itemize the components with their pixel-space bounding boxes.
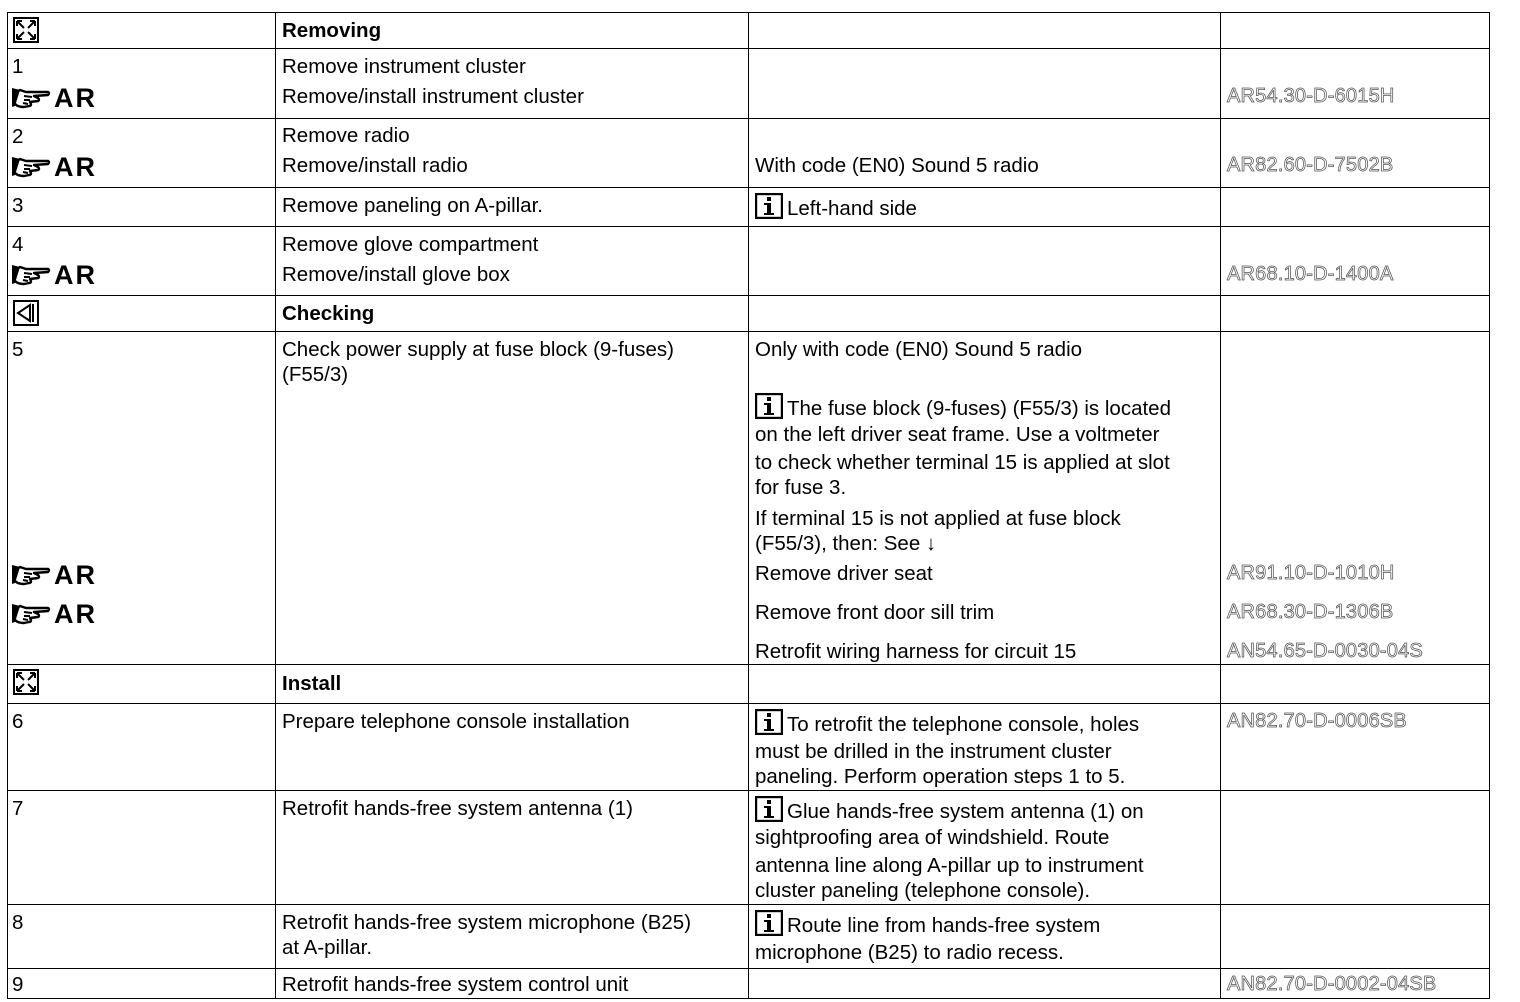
pointing-hand-icon xyxy=(12,602,52,628)
step-text: Check power supply at fuse block (9-fuses) xyxy=(282,338,674,361)
document-reference[interactable]: AR68.30-D-1306B xyxy=(1227,601,1394,623)
table-row xyxy=(8,188,1490,227)
pointing-hand-icon xyxy=(12,86,52,112)
document-reference[interactable]: AN82.70-D-0002-04SB xyxy=(1227,973,1437,995)
step-note xyxy=(755,796,1216,824)
document-reference[interactable]: AR54.30-D-6015H xyxy=(1227,85,1395,107)
step-subtext: Remove/install glove box xyxy=(282,263,510,286)
ar-reference-marker xyxy=(12,262,97,289)
note-text: for fuse 3. xyxy=(755,476,847,499)
step-note xyxy=(755,193,1216,221)
step-number: 2 xyxy=(12,125,24,148)
step-number: 9 xyxy=(12,973,24,996)
step-condition: Only with code (EN0) Sound 5 radio xyxy=(755,338,1083,361)
section-icon-cell xyxy=(8,13,276,49)
document-reference[interactable]: AR82.60-D-7502B xyxy=(1227,154,1394,176)
step-text-cont: at A-pillar. xyxy=(282,936,373,959)
ar-reference-marker xyxy=(12,154,97,181)
pointing-hand-icon xyxy=(12,263,52,289)
substep-text: Retrofit wiring harness for circuit 15 xyxy=(755,640,1077,663)
step-text: Retrofit hands-free system antenna (1) xyxy=(282,797,633,820)
info-icon xyxy=(755,393,783,419)
step-text: Remove instrument cluster xyxy=(282,55,526,78)
note-text: To retrofit the telephone console, holes xyxy=(787,713,1140,736)
note-text: microphone (B25) to radio recess. xyxy=(755,941,1064,964)
expand-icon xyxy=(13,669,39,695)
table-row xyxy=(8,704,1490,791)
ar-label: AR xyxy=(54,260,97,290)
step-text: Retrofit hands-free system microphone (B25) xyxy=(282,911,692,934)
step-note xyxy=(755,910,1216,938)
ar-reference-marker xyxy=(12,562,97,589)
step-number: 8 xyxy=(12,911,24,934)
check-icon xyxy=(13,300,39,326)
table-row xyxy=(8,332,1490,665)
info-icon xyxy=(755,796,783,822)
ar-label: AR xyxy=(54,560,97,590)
step-number: 4 xyxy=(12,233,24,256)
document-reference[interactable]: AR68.10-D-1400A xyxy=(1227,263,1394,285)
substep-text: Remove front door sill trim xyxy=(755,601,995,624)
note-text: to check whether terminal 15 is applied at slot xyxy=(755,451,1170,474)
section-row-install xyxy=(8,665,1490,704)
step-text: Retrofit hands-free system control unit xyxy=(282,973,629,996)
info-icon xyxy=(755,910,783,936)
step-number: 6 xyxy=(12,710,24,733)
note-text: Route line from hands-free system xyxy=(787,914,1101,937)
ar-label: AR xyxy=(54,152,97,182)
step-text: Prepare telephone console installation xyxy=(282,710,630,733)
document-reference[interactable]: AR91.10-D-1010H xyxy=(1227,562,1395,584)
step-number: 1 xyxy=(12,55,24,78)
table-row xyxy=(8,119,1490,188)
table-row xyxy=(8,905,1490,969)
procedure-sheet xyxy=(7,12,1489,999)
ar-reference-marker xyxy=(12,85,97,112)
condition-text: (F55/3), then: See ↓ xyxy=(755,532,937,555)
note-text: on the left driver seat frame. Use a voltmeter xyxy=(755,423,1160,446)
ar-label: AR xyxy=(54,83,97,113)
step-text: Remove glove compartment xyxy=(282,233,539,256)
note-text: sightproofing area of windshield. Route xyxy=(755,826,1110,849)
step-note xyxy=(755,393,1216,421)
info-icon xyxy=(755,709,783,735)
note-text: Left-hand side xyxy=(787,197,917,220)
note-text: The fuse block (9-fuses) (F55/3) is located xyxy=(787,397,1171,420)
pointing-hand-icon xyxy=(12,563,52,589)
step-text-cont: (F55/3) xyxy=(282,363,349,386)
step-note xyxy=(755,709,1216,737)
section-row-checking xyxy=(8,296,1490,332)
section-title-removing: Removing xyxy=(282,19,382,42)
section-row-removing xyxy=(8,13,1490,49)
step-number: 3 xyxy=(12,194,24,217)
table-row xyxy=(8,791,1490,905)
step-subtext: Remove/install instrument cluster xyxy=(282,85,584,108)
note-text: Glue hands-free system antenna (1) on xyxy=(787,800,1144,823)
info-icon xyxy=(755,193,783,219)
table-row xyxy=(8,49,1490,119)
pointing-hand-icon xyxy=(12,155,52,181)
ar-reference-marker xyxy=(12,601,97,628)
step-number: 5 xyxy=(12,338,24,361)
step-number: 7 xyxy=(12,797,24,820)
document-reference[interactable]: AN54.65-D-0030-04S xyxy=(1227,640,1423,662)
substep-text: Remove driver seat xyxy=(755,562,933,585)
section-title-checking: Checking xyxy=(282,302,375,325)
step-note: With code (EN0) Sound 5 radio xyxy=(755,154,1039,177)
condition-text: If terminal 15 is not applied at fuse block xyxy=(755,507,1121,530)
step-text: Remove radio xyxy=(282,124,410,147)
ar-label: AR xyxy=(54,599,97,629)
note-text: must be drilled in the instrument cluster xyxy=(755,740,1112,763)
section-title-install: Install xyxy=(282,672,342,695)
note-text: antenna line along A-pillar up to instrument xyxy=(755,854,1144,877)
note-text: cluster paneling (telephone console). xyxy=(755,879,1091,902)
procedure-table xyxy=(7,12,1490,999)
table-row xyxy=(8,227,1490,296)
expand-icon xyxy=(13,17,39,43)
table-row xyxy=(8,969,1490,999)
note-text: paneling. Perform operation steps 1 to 5. xyxy=(755,765,1126,788)
document-reference[interactable]: AN82.70-D-0006SB xyxy=(1227,710,1407,732)
step-subtext: Remove/install radio xyxy=(282,154,468,177)
step-text: Remove paneling on A-pillar. xyxy=(282,194,543,217)
